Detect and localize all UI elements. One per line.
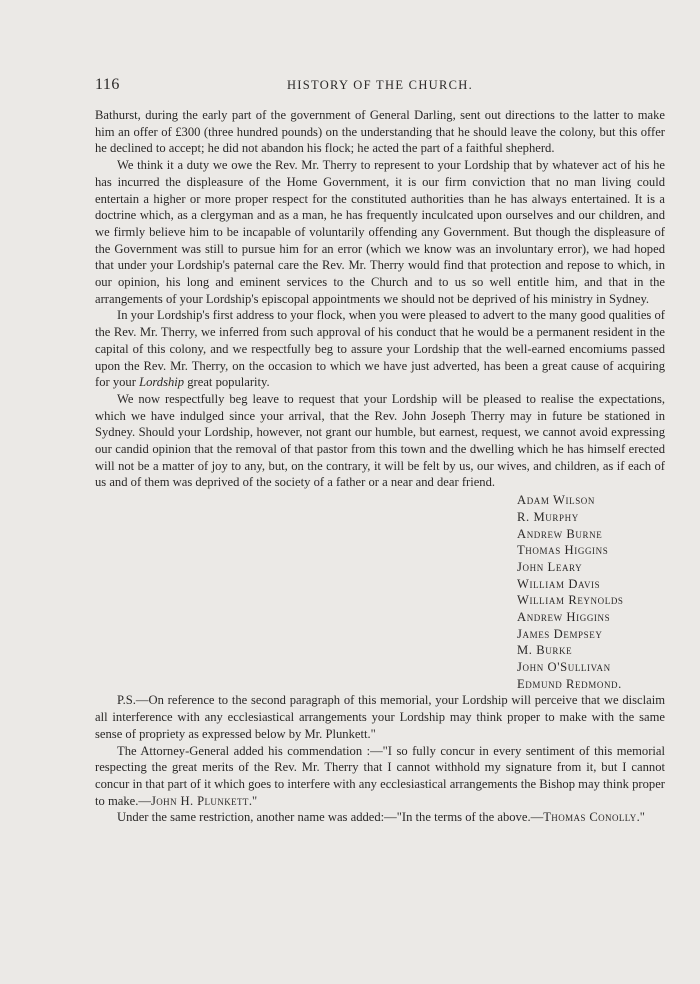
signatory: Andrew Higgins xyxy=(517,609,611,624)
paragraph-first-address-end: great popularity. xyxy=(184,375,270,390)
paragraph-restriction xyxy=(95,809,665,826)
paragraph-attorney-general xyxy=(95,743,665,810)
signatory: R. Murphy xyxy=(517,509,579,524)
paragraph-restriction-end: ." xyxy=(636,810,645,825)
signatory-list xyxy=(517,492,665,692)
signatory: John Leary xyxy=(517,559,583,574)
lordship-italic: Lordship xyxy=(139,375,185,390)
signatory: John O'Sullivan xyxy=(517,660,611,675)
page-number: 116 xyxy=(95,76,120,93)
paragraph-attorney-general-text: The Attorney-General added his commendation :—"I so fully concur in every sentiment of this memorial respecting the great merits of the Rev. Mr. Therry that I cannot withhold my signature from it, but I cannot concur in that part of it which goes to interfere with any ecclesiastical arrangements the Bishop may think proper to make.— xyxy=(95,743,665,808)
paragraph-postscript: P.S.—On reference to the second paragraph of this memorial, your Lordship will perceive that we disclaim all interference with any ecclesiastical arrangements your Lordship may think proper to make with the same sense of propriety as expressed below by Mr. Plunkett." xyxy=(95,693,665,741)
signatory: M. Burke xyxy=(517,643,573,658)
paragraph-first-address xyxy=(95,307,665,391)
paragraph-request: We now respectfully beg leave to request that your Lordship will be pleased to realise the expectations, which we have indulged since your arrival, that the Rev. John Joseph Therry may in future be stationed in Sydney. Should your Lordship, however, not grant our humble, but earnest, request, we cannot avoid expressing our candid opinion that the removal of that pastor from this town and the dwelling which he has himself erected will not be a matter of joy to any, but, on the contrary, it will be felt by us, our wives, and children, as if each of us and of them was deprived of the society of a father or a near and dear friend. xyxy=(95,391,665,490)
paragraph-first-address-text: In your Lordship's first address to your flock, when you were pleased to advert to the many good qualities of the Rev. Mr. Therry, we inferred from such approval of his conduct that he would be a permanent resident in the capital of this colony, and we respectfully beg to assure your Lordship that the well-earned encomiums passed upon the Rev. Mr. Therry, on the occasion to which we have just adverted, has been a great cause of acquiring for your xyxy=(95,308,665,390)
running-head: HISTORY OF THE CHURCH. xyxy=(286,78,474,92)
paragraph-attorney-general-end: ." xyxy=(248,793,258,808)
signatory: Thomas Higgins xyxy=(517,543,609,558)
signatory: William Reynolds xyxy=(517,593,624,608)
signatory: Andrew Burne xyxy=(517,526,603,541)
paragraph-continued: Bathurst, during the early part of the government of General Darling, sent out directions to the latter to make him an offer of £300 (three hundred pounds) on the understanding that he should leave the colony, but this offer he declined to accept; he did not abandon his flock; he acted the part of a faithful shepherd. xyxy=(95,108,665,156)
signatory: Adam Wilson xyxy=(517,493,596,508)
paragraph-duty: We think it a duty we owe the Rev. Mr. Therry to represent to your Lordship that by whatever act of his he has incurred the displeasure of the Home Government, it is our firm conviction that no man living could entertain a higher or more proper respect for the constituted authorities than he has always entertained. It is a doctrine which, as a clergyman and as a man, he has frequently inculcated upon ourselves and our children, and we firmly believe him to be incapable of voluntarily offending any Government. But though the displeasure of the Government was still to pursue him for an error (which we know was an involuntary error), we had hoped that under your Lordship's paternal care the Rev. Mr. Therry would find that protection and repose to which, in our opinion, his long and eminent services to the Church and to us so well entitle him, and that in the arrangements of your Lordship's episcopal appointments we should not be deprived of his ministry in Sydney. xyxy=(95,158,665,306)
signatory: James Dempsey xyxy=(517,626,603,641)
signature-plunkett: John H. Plunkett xyxy=(150,793,249,808)
signatory: William Davis xyxy=(517,576,601,591)
signature-conolly: Thomas Conolly xyxy=(543,810,637,825)
page-body xyxy=(95,107,665,826)
signatory: Edmund Redmond. xyxy=(517,676,622,691)
paragraph-restriction-text: Under the same restriction, another name was added:—"In the terms of the above.— xyxy=(117,810,544,825)
page-header xyxy=(95,76,665,96)
